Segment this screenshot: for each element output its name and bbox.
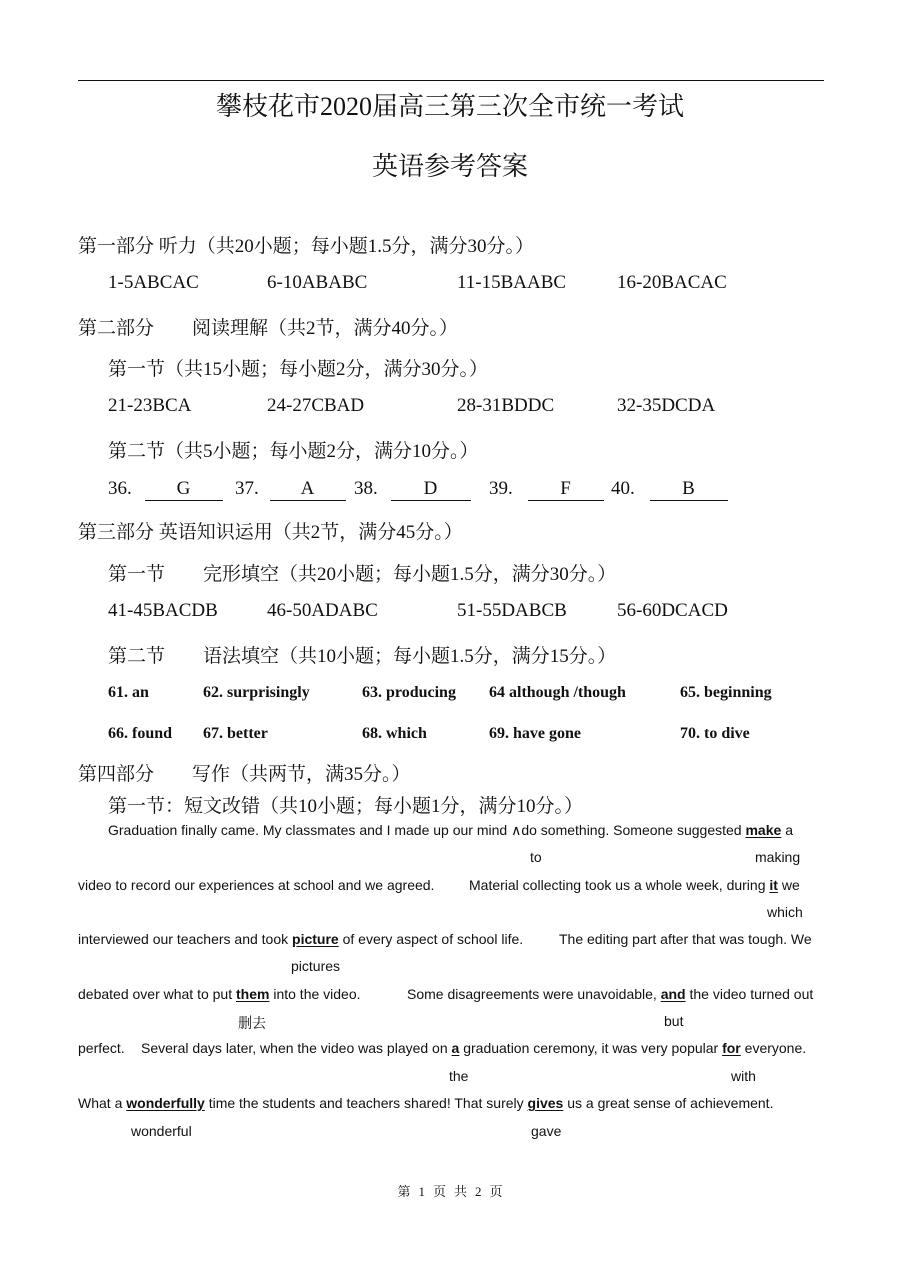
essay-text: debated over what to put xyxy=(78,986,233,1002)
grammar-answer-66: 66. found xyxy=(108,725,173,742)
sec2-item-38 xyxy=(354,478,471,501)
question-number: 40. xyxy=(611,478,635,499)
error-word: wonderfully xyxy=(126,1095,205,1111)
error-word: a xyxy=(451,1040,460,1056)
part2-sec1-answer-4: 32-35DCDA xyxy=(617,395,716,416)
essay-text: graduation ceremony, it was very popular xyxy=(463,1040,719,1056)
part3-sec1-answer-1: 41-45BACDB xyxy=(108,600,218,621)
sec2-item-36 xyxy=(108,478,223,501)
correction: but xyxy=(664,1013,684,1029)
essay-text: Some disagreements were unavoidable, xyxy=(407,986,657,1002)
essay-text: ∧do something. Someone suggested xyxy=(511,822,742,838)
grammar-answer-70: 70. to dive xyxy=(680,725,750,742)
part3-sec1-heading: 第一节 完形填空（共20小题；每小题1.5分，满分30分。） xyxy=(108,564,617,585)
answer-blank: G xyxy=(145,478,223,501)
essay-line-2b xyxy=(469,877,800,893)
essay-text: Graduation finally came. My classmates and I made up our mind xyxy=(108,822,508,838)
question-number: 39. xyxy=(489,478,513,499)
essay-text: What a xyxy=(78,1095,123,1111)
part4-sec1-heading: 第一节：短文改错（共10小题；每小题1分，满分10分。） xyxy=(108,796,584,817)
exam-subtitle: 英语参考答案 xyxy=(371,152,528,181)
grammar-answer-61: 61. an xyxy=(108,684,149,701)
essay-text: time the students and teachers shared! That surely xyxy=(208,1095,524,1111)
answer-blank: F xyxy=(528,478,604,501)
essay-line-4b xyxy=(407,986,813,1002)
essay-text: Material collecting took us a whole week, during xyxy=(469,877,766,893)
part3-heading: 第三部分 英语知识运用（共2节，满分45分。） xyxy=(78,522,463,543)
error-word: it xyxy=(769,877,778,893)
part1-answer-4: 16-20BACAC xyxy=(617,272,727,293)
essay-text: we xyxy=(781,877,800,893)
question-number: 37. xyxy=(235,478,259,499)
essay-line-3b: The editing part after that was tough. We xyxy=(559,931,812,947)
part3-sec2-heading: 第二节 语法填空（共10小题；每小题1.5分，满分15分。） xyxy=(108,646,617,667)
part1-answer-3: 11-15BAABC xyxy=(457,272,567,293)
essay-text: us a great sense of achievement. xyxy=(567,1095,774,1111)
page-footer xyxy=(0,1181,900,1200)
part2-sec1-answer-2: 24-27CBAD xyxy=(267,395,365,416)
correction: which xyxy=(767,904,803,920)
correction: 删去 xyxy=(238,1015,266,1031)
grammar-answer-65: 65. beginning xyxy=(680,684,772,701)
correction: with xyxy=(731,1068,756,1084)
part1-answer-2: 6-10ABABC xyxy=(267,272,368,293)
essay-line-4 xyxy=(78,986,361,1002)
sec2-item-37 xyxy=(235,478,346,501)
part2-sec1-answer-1: 21-23BCA xyxy=(108,395,192,416)
grammar-answer-69: 69. have gone xyxy=(489,725,581,742)
error-word: for xyxy=(722,1040,741,1056)
part3-sec1-answer-3: 51-55DABCB xyxy=(457,600,567,621)
part2-sec1-heading: 第一节（共15小题；每小题2分，满分30分。） xyxy=(108,359,489,380)
answer-blank: D xyxy=(391,478,471,501)
correction: to xyxy=(530,849,542,865)
grammar-answer-67: 67. better xyxy=(203,725,268,742)
part2-heading: 第二部分 阅读理解（共2节，满分40分。） xyxy=(78,318,459,339)
grammar-answer-68: 68. which xyxy=(362,725,427,742)
page-number: 1 xyxy=(418,1184,425,1199)
footer-text: 共 xyxy=(454,1184,468,1199)
essay-text: a xyxy=(785,822,793,838)
answer-blank: B xyxy=(650,478,728,501)
essay-line-5b xyxy=(141,1040,806,1056)
error-word: picture xyxy=(292,931,339,947)
essay-line-6 xyxy=(78,1095,773,1111)
error-word: them xyxy=(236,986,270,1002)
part4-heading: 第四部分 写作（共两节，满35分。） xyxy=(78,764,411,785)
footer-text: 页 xyxy=(489,1184,503,1199)
correction: gave xyxy=(531,1123,562,1139)
correction: pictures xyxy=(291,958,341,974)
footer-text: 第 xyxy=(397,1184,411,1199)
correction: the xyxy=(449,1068,469,1084)
error-word: and xyxy=(660,986,686,1002)
essay-line-5: perfect. xyxy=(78,1040,125,1056)
part1-heading: 第一部分 听力（共20小题；每小题1.5分，满分30分。） xyxy=(78,236,535,257)
correction: making xyxy=(755,849,801,865)
essay-text: of every aspect of school life. xyxy=(342,931,524,947)
question-number: 36. xyxy=(108,478,132,499)
essay-line-3 xyxy=(78,931,523,947)
correction: wonderful xyxy=(131,1123,192,1139)
grammar-answer-64: 64 although /though xyxy=(489,684,626,701)
part3-sec1-answer-2: 46-50ADABC xyxy=(267,600,378,621)
grammar-answer-63: 63. producing xyxy=(362,684,456,701)
part1-answer-1: 1-5ABCAC xyxy=(108,272,199,293)
grammar-answer-62: 62. surprisingly xyxy=(203,684,310,701)
part2-sec2-heading: 第二节（共5小题；每小题2分，满分10分。） xyxy=(108,441,479,462)
essay-text: Several days later, when the video was played on xyxy=(141,1040,448,1056)
page-total: 2 xyxy=(475,1184,482,1199)
sec2-item-39 xyxy=(489,478,604,501)
footer-text: 页 xyxy=(432,1184,446,1199)
essay-line-1 xyxy=(108,822,793,839)
essay-text: into the video. xyxy=(273,986,361,1002)
part3-sec1-answer-4: 56-60DCACD xyxy=(617,600,728,621)
error-word: make xyxy=(745,822,782,838)
error-word: gives xyxy=(527,1095,564,1111)
exam-title: 攀枝花市2020届高三第三次全市统一考试 xyxy=(215,92,684,121)
question-number: 38. xyxy=(354,478,378,499)
answer-blank: A xyxy=(270,478,346,501)
essay-text: the video turned out xyxy=(689,986,814,1002)
part2-sec1-answer-3: 28-31BDDC xyxy=(457,395,555,416)
essay-line-2: video to record our experiences at school and we agreed. xyxy=(78,877,435,893)
essay-text: interviewed our teachers and took xyxy=(78,931,289,947)
sec2-item-40 xyxy=(611,478,728,501)
essay-text: everyone. xyxy=(744,1040,807,1056)
top-rule xyxy=(78,80,824,81)
